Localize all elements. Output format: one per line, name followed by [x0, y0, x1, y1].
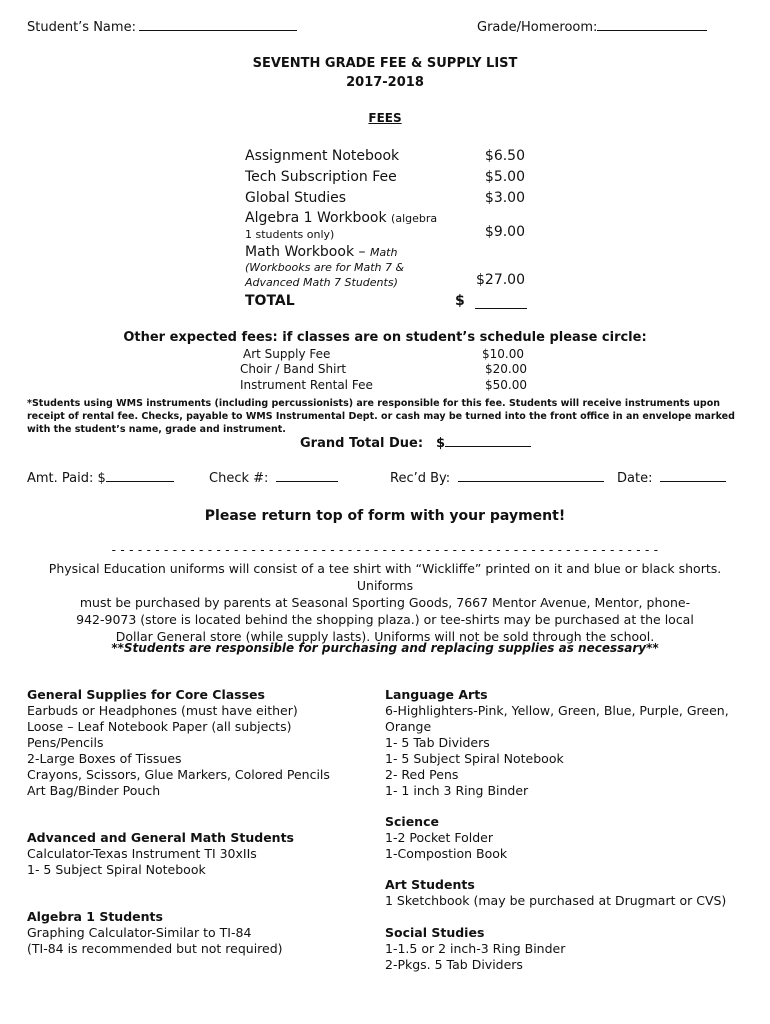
pe-line: Physical Education uniforms will consist of a tee shirt with “Wickliffe” printed on it and blue or black shorts. Uniforms [48, 561, 722, 593]
fee-label: Assignment Notebook [245, 148, 400, 164]
total-symbol: $ [455, 293, 465, 309]
choir-fee-label: Choir / Band Shirt [240, 362, 347, 376]
list-item: 1- 5 Subject Spiral Notebook [385, 751, 564, 766]
fee-row-global [245, 190, 525, 206]
art-fee-amount: $10.00 [482, 347, 524, 361]
list-item: 1- 5 Tab Dividers [385, 735, 490, 750]
fee-row-algebra [245, 210, 525, 226]
responsibility-note: **Students are responsible for purchasing and replacing supplies as necessary** [111, 641, 659, 655]
list-item: 2- Red Pens [385, 767, 459, 782]
grade-homeroom-blank[interactable] [597, 29, 707, 31]
fee-note: Math [369, 246, 398, 259]
fees-heading: FEES [368, 111, 402, 125]
math-supplies-section [27, 830, 294, 878]
section-heading: Science [385, 814, 439, 829]
list-item: 1-1.5 or 2 inch-3 Ring Binder [385, 941, 566, 956]
student-name-field[interactable] [27, 20, 297, 35]
language-arts-section [385, 687, 729, 799]
amt-paid-label: Amt. Paid: $ [27, 471, 106, 486]
list-item: Loose – Leaf Notebook Paper (all subjects) [27, 719, 292, 734]
fee-row-math [245, 244, 525, 260]
list-item: Graphing Calculator-Similar to TI-84 [27, 925, 252, 940]
list-item: Calculator-Texas Instrument TI 30xIIs [27, 846, 257, 861]
list-item: 1- 5 Subject Spiral Notebook [27, 862, 206, 877]
other-fees-heading: Other expected fees: if classes are on student’s schedule please circle: [123, 330, 647, 345]
choir-fee-amount: $20.00 [485, 362, 527, 376]
recd-by-field[interactable] [390, 471, 604, 486]
fee-amount: $5.00 [484, 169, 525, 185]
student-name-label: Student’s Name: [27, 20, 136, 35]
algebra-supplies-section [27, 909, 283, 957]
recd-by-label: Rec’d By: [390, 471, 451, 486]
section-heading: General Supplies for Core Classes [27, 687, 265, 702]
art-students-section [385, 877, 726, 909]
date-blank[interactable] [660, 480, 726, 482]
check-blank[interactable] [276, 480, 338, 482]
check-label: Check #: [209, 471, 269, 486]
list-item: Pens/Pencils [27, 735, 104, 750]
section-heading: Language Arts [385, 687, 488, 702]
grade-homeroom-label: Grade/Homeroom: [477, 20, 598, 35]
pe-line: Dollar General store (while supply lasts). Uniforms will not be sold through the school. [115, 629, 655, 644]
fee-row-assignment [245, 148, 525, 164]
fee-amount: $9.00 [484, 224, 525, 240]
list-item: Earbuds or Headphones (must have either) [27, 703, 298, 718]
instrument-fee-amount: $50.00 [485, 378, 527, 392]
cut-line-divider: - - - - - - - - - - - - - - - - - - - - - - - - - - - - - - - - - - - - - - - - - - - - - - - - - - - - - - - - - - - - - - - [111, 543, 659, 557]
fee-label: Math Workbook – [245, 244, 366, 260]
fee-label: Algebra 1 Workbook [245, 210, 387, 226]
art-fee-label: Art Supply Fee [243, 347, 331, 361]
science-section [385, 814, 507, 862]
fee-note: Advanced Math 7 Students) [245, 276, 398, 289]
student-name-blank[interactable] [139, 29, 297, 31]
list-item: 2-Pkgs. 5 Tab Dividers [385, 957, 523, 972]
recd-by-blank[interactable] [458, 480, 604, 482]
fee-note: (algebra [391, 212, 438, 225]
list-item: 1-Compostion Book [385, 846, 508, 861]
list-item: 1- 1 inch 3 Ring Binder [385, 783, 529, 798]
fee-label: Global Studies [245, 190, 347, 206]
social-studies-section [385, 925, 565, 973]
section-heading: Art Students [385, 877, 475, 892]
list-item: Crayons, Scissors, Glue Markers, Colored Pencils [27, 767, 330, 782]
fee-row-math-note: (Workbooks are for Math 7 & [245, 261, 405, 274]
note-asterisk: * [27, 398, 32, 409]
section-heading: Algebra 1 Students [27, 909, 163, 924]
grand-total-field[interactable] [436, 436, 531, 451]
list-item: Art Bag/Binder Pouch [27, 783, 161, 798]
check-field[interactable] [209, 471, 338, 486]
list-item: 6-Highlighters-Pink, Yellow, Green, Blue, Purple, Green, [385, 703, 729, 718]
total-blank[interactable] [475, 307, 527, 309]
grade-homeroom-field[interactable] [477, 20, 707, 35]
fee-row-math-cont [245, 274, 525, 290]
amt-paid-blank[interactable] [106, 480, 174, 482]
list-item: 2-Large Boxes of Tissues [27, 751, 182, 766]
note-text: Students using WMS instruments (including percussionists) are responsible for this fee. Students will receive instruments upon receipt of rental fee. Checks, payable to WMS Instrumental Dept. or cash may be turned into the front office in an envelope marked with the student’s name, grade and instrument. [27, 398, 735, 435]
fee-note: 1 students only) [245, 228, 335, 241]
amt-paid-field[interactable] [27, 471, 174, 486]
fee-amount: $27.00 [476, 272, 525, 288]
fee-row-total [245, 293, 525, 309]
section-heading: Advanced and General Math Students [27, 830, 294, 845]
fee-row-algebra-cont [245, 226, 525, 242]
grand-total-label: Grand Total Due: [300, 436, 424, 451]
grand-total-symbol: $ [436, 436, 446, 451]
fee-amount: $6.50 [484, 148, 525, 164]
pe-uniform-paragraph [30, 560, 740, 645]
total-label: TOTAL [245, 293, 295, 309]
list-item: (TI-84 is recommended but not required) [27, 941, 283, 956]
return-notice: Please return top of form with your payment! [204, 508, 566, 524]
instrument-note [27, 397, 747, 436]
list-item: 1-2 Pocket Folder [385, 830, 493, 845]
fee-amount: $3.00 [484, 190, 525, 206]
pe-line: 942-9073 (store is located behind the shopping plaza.) or tee-shirts may be purchased at the local [76, 612, 694, 627]
list-item: Orange [385, 719, 432, 734]
general-supplies-section [27, 687, 330, 799]
section-heading: Social Studies [385, 925, 485, 940]
pe-line: must be purchased by parents at Seasonal Sporting Goods, 7667 Mentor Avenue, Mentor, phone- [79, 595, 691, 610]
grand-total-blank[interactable] [445, 445, 531, 447]
fee-label: Tech Subscription Fee [245, 169, 397, 185]
school-year: 2017-2018 [346, 75, 424, 90]
fee-row-tech [245, 169, 525, 185]
document-title: SEVENTH GRADE FEE & SUPPLY LIST [252, 56, 518, 71]
list-item: 1 Sketchbook (may be purchased at Drugmart or CVS) [385, 893, 727, 908]
date-field[interactable] [617, 471, 726, 486]
date-label: Date: [617, 471, 653, 486]
instrument-fee-label: Instrument Rental Fee [240, 378, 373, 392]
